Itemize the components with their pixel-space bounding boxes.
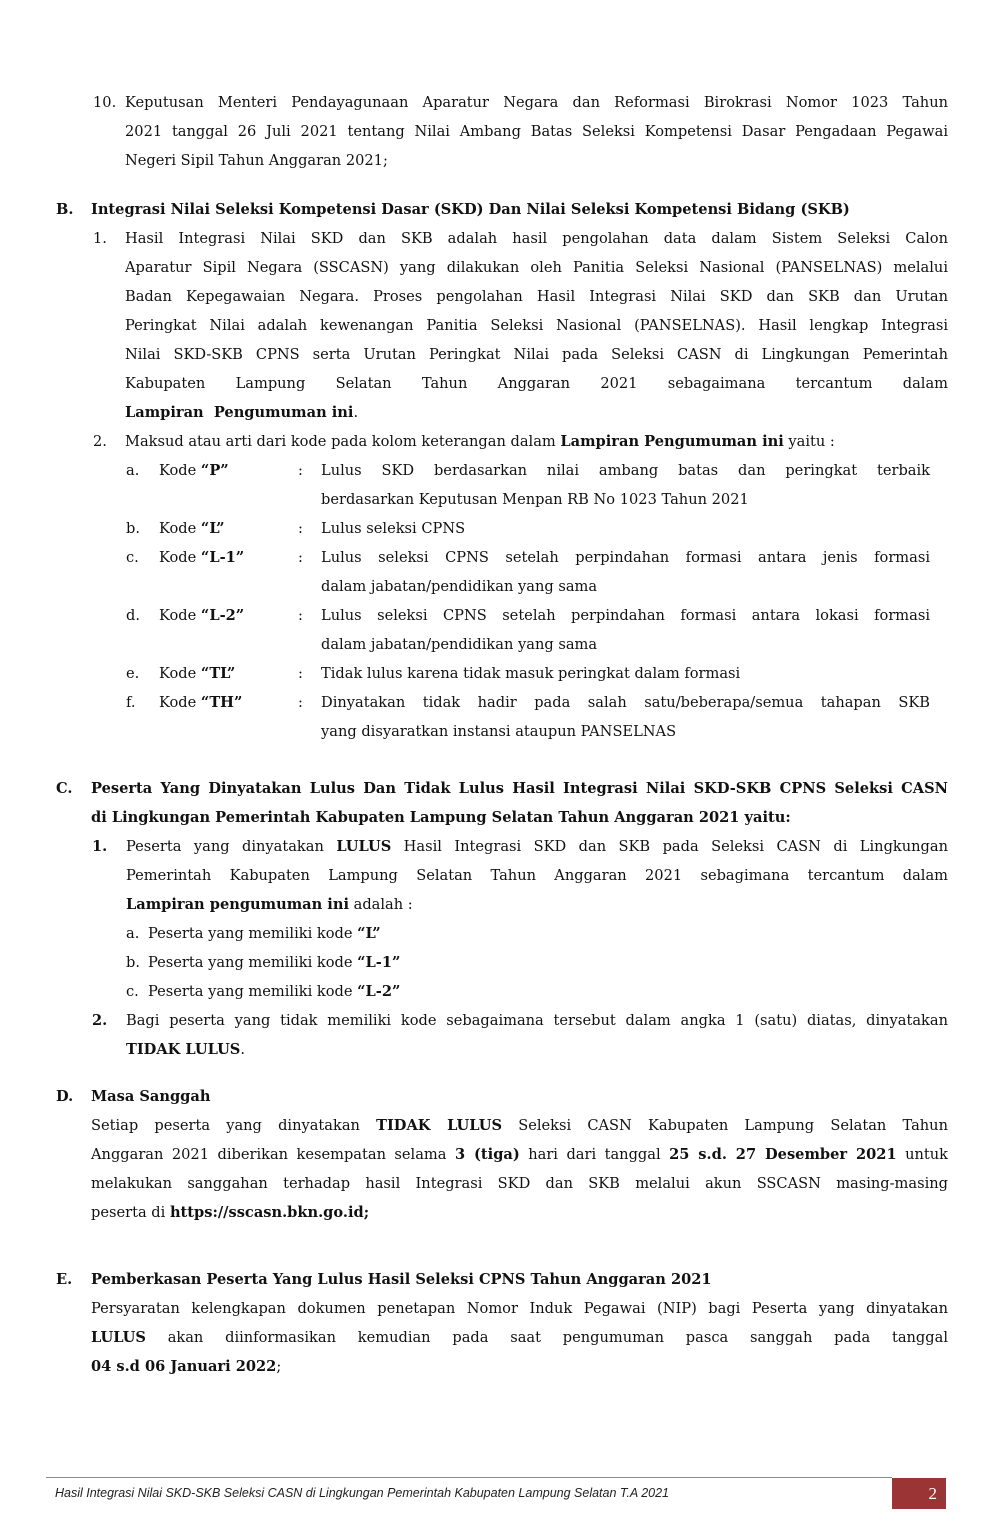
text: hari dari tanggal	[519, 1146, 670, 1163]
page-number: 2	[892, 1478, 946, 1509]
paragraph-line: melakukan sanggahan terhadap hasil Integrasi SKD dan SKB melalui akun SSCASN masing-masing	[91, 1175, 948, 1192]
code-label	[159, 456, 229, 485]
item-text-line: Hasil Integrasi Nilai SKD dan SKB adalah hasil pengolahan data dalam Sistem Seleksi Calon	[125, 230, 948, 247]
paragraph-line	[91, 1352, 281, 1381]
punctuation: .	[353, 404, 359, 421]
code-description: Lulus seleksi CPNS	[321, 520, 466, 537]
code-label	[159, 601, 244, 630]
item-text-line: Kabupaten Lampung Selatan Tahun Anggaran 2021 sebagaimana tercantum dalam	[125, 375, 948, 392]
section-letter: C.	[56, 780, 73, 797]
separator: :	[298, 665, 303, 682]
separator: :	[298, 549, 303, 566]
sub-item	[148, 948, 400, 977]
separator: :	[298, 520, 303, 537]
item-text-line	[126, 890, 413, 919]
code-letter: d.	[126, 607, 140, 624]
code-value: “L-2”	[200, 607, 245, 624]
item-text-line	[125, 398, 358, 427]
sub-item	[148, 919, 381, 948]
sub-letter: a.	[126, 925, 140, 942]
code-label	[159, 659, 235, 688]
text: yaitu :	[783, 433, 835, 450]
text: Hasil Integrasi SKD dan SKB pada Seleksi CASN di Lingkungan	[391, 838, 948, 855]
text: Kode	[159, 607, 201, 624]
paragraph-line	[91, 1323, 948, 1352]
text: Kode	[159, 665, 201, 682]
code-letter: f.	[126, 694, 136, 711]
sscasn-link[interactable]: https://sscasn.bkn.go.id;	[169, 1204, 370, 1221]
separator: :	[298, 462, 303, 479]
text: Kode	[159, 549, 201, 566]
text: Seleksi CASN Kabupaten Lampung Selatan Tahun	[502, 1117, 948, 1134]
item-number: 2.	[93, 433, 107, 450]
item-text-line: Aparatur Sipil Negara (SSCASN) yang dilakukan oleh Panitia Seleksi Nasional (PANSELNAS) melalui	[125, 259, 948, 276]
paragraph-line	[91, 1198, 369, 1227]
footer-text: Hasil Integrasi Nilai SKD-SKB Seleksi CASN di Lingkungan Pemerintah Kabupaten Lampung Selatan T.A 2021	[55, 1486, 670, 1500]
sub-letter: b.	[126, 954, 140, 971]
text: Peserta yang memiliki kode	[148, 983, 358, 1000]
punctuation: .	[240, 1041, 245, 1058]
section-title: di Lingkungan Pemerintah Kabupaten Lampung Selatan Tahun Anggaran 2021 yaitu:	[91, 809, 791, 826]
sub-letter: c.	[126, 983, 139, 1000]
text: Peserta yang memiliki kode	[148, 954, 358, 971]
code-description: dalam jabatan/pendidikan yang sama	[321, 578, 598, 595]
code-value: “L-1”	[200, 549, 245, 566]
bold-reference: Lampiran pengumuman ini	[126, 896, 349, 913]
text: untuk	[896, 1146, 948, 1163]
item-text-line	[125, 427, 835, 456]
sub-item	[148, 977, 400, 1006]
status-tidak-lulus: TIDAK LULUS	[376, 1117, 503, 1134]
paragraph-line	[91, 1140, 948, 1169]
text: Maksud atau arti dari kode pada kolom keterangan dalam	[125, 433, 561, 450]
code-value: “L”	[357, 925, 381, 942]
item-text-line: Badan Kepegawaian Negara. Proses pengolahan Hasil Integrasi Nilai SKD dan SKB dan Urutan	[125, 288, 948, 305]
separator: :	[298, 607, 303, 624]
text: peserta di	[91, 1204, 170, 1221]
text: Peserta yang memiliki kode	[148, 925, 358, 942]
code-letter: b.	[126, 520, 140, 537]
section-letter: E.	[56, 1271, 73, 1288]
item-number: 1.	[92, 838, 108, 855]
code-value: “L”	[200, 520, 225, 537]
code-value: “P”	[200, 462, 229, 479]
item-text-line: 2021 tanggal 26 Juli 2021 tentang Nilai Ambang Batas Seleksi Kompetensi Dasar Pengadaan Pegawai	[125, 123, 948, 140]
code-value: “L-2”	[357, 983, 401, 1000]
item-text-line	[126, 832, 948, 861]
code-description: Dinyatakan tidak hadir pada salah satu/beberapa/semua tahapan SKB	[321, 694, 930, 711]
item-text-line: Bagi peserta yang tidak memiliki kode sebagaimana tersebut dalam angka 1 (satu) diatas, dinyatakan	[126, 1012, 948, 1029]
section-letter: B.	[56, 201, 74, 218]
status-lulus: LULUS	[336, 838, 392, 855]
code-description: berdasarkan Keputusan Menpan RB No 1023 Tahun 2021	[321, 491, 749, 508]
item-text-line: Nilai SKD-SKB CPNS serta Urutan Peringkat Nilai pada Seleksi CASN di Lingkungan Pemerintah	[125, 346, 948, 363]
code-description: Tidak lulus karena tidak masuk peringkat dalam formasi	[321, 665, 741, 682]
code-letter: a.	[126, 462, 140, 479]
text: Anggaran 2021 diberikan kesempatan selama	[91, 1146, 455, 1163]
text: adalah :	[349, 896, 413, 913]
bold-reference: Lampiran Pengumuman ini	[125, 404, 354, 421]
paragraph-line	[91, 1111, 948, 1140]
section-letter: D.	[56, 1088, 74, 1105]
status-tidak-lulus: TIDAK LULUS	[126, 1041, 241, 1058]
text: Kode	[159, 520, 201, 537]
item-text-line: Negeri Sipil Tahun Anggaran 2021;	[125, 152, 388, 169]
code-value: “TL”	[200, 665, 236, 682]
section-title: Integrasi Nilai Seleksi Kompetensi Dasar (SKD) Dan Nilai Seleksi Kompetensi Bidang (SKB)	[91, 201, 850, 218]
item-number: 10.	[93, 94, 117, 111]
code-description: dalam jabatan/pendidikan yang sama	[321, 636, 598, 653]
item-number: 2.	[92, 1012, 108, 1029]
code-description: Lulus seleksi CPNS setelah perpindahan formasi antara lokasi formasi	[321, 607, 930, 624]
code-description: Lulus SKD berdasarkan nilai ambang batas dan peringkat terbaik	[321, 462, 930, 479]
text: Peserta yang dinyatakan	[126, 838, 337, 855]
punctuation: ;	[276, 1358, 282, 1375]
text: akan diinformasikan kemudian pada saat pengumuman pasca sanggah pada tanggal	[145, 1329, 948, 1346]
text: Setiap peserta yang dinyatakan	[91, 1117, 377, 1134]
date-range: 25 s.d. 27 Desember 2021	[669, 1146, 897, 1163]
text: Kode	[159, 694, 201, 711]
code-letter: c.	[126, 549, 139, 566]
text: Kode	[159, 462, 201, 479]
code-value: “L-1”	[357, 954, 401, 971]
code-letter: e.	[126, 665, 140, 682]
section-title: Peserta Yang Dinyatakan Lulus Dan Tidak Lulus Hasil Integrasi Nilai SKD-SKB CPNS Seleksi CASN	[91, 780, 948, 797]
item-text-line	[126, 1035, 245, 1064]
date-range: 04 s.d 06 Januari 2022	[91, 1358, 277, 1375]
item-number: 1.	[93, 230, 107, 247]
paragraph-line: Persyaratan kelengkapan dokumen penetapan Nomor Induk Pegawai (NIP) bagi Peserta yang dinyatakan	[91, 1300, 948, 1317]
bold-reference: Lampiran Pengumuman ini	[560, 433, 784, 450]
separator: :	[298, 694, 303, 711]
code-value: “TH”	[200, 694, 243, 711]
code-label	[159, 543, 244, 572]
duration: 3 (tiga)	[454, 1146, 520, 1163]
item-text-line: Peringkat Nilai adalah kewenangan Panitia Seleksi Nasional (PANSELNAS). Hasil lengkap Integrasi	[125, 317, 948, 334]
status-lulus: LULUS	[91, 1329, 146, 1346]
item-text-line: Pemerintah Kabupaten Lampung Selatan Tahun Anggaran 2021 sebagimana tercantum dalam	[126, 867, 948, 884]
section-title: Masa Sanggah	[91, 1088, 211, 1105]
code-label	[159, 688, 242, 717]
section-title: Pemberkasan Peserta Yang Lulus Hasil Seleksi CPNS Tahun Anggaran 2021	[91, 1271, 712, 1288]
item-text-line: Keputusan Menteri Pendayagunaan Aparatur Negara dan Reformasi Birokrasi Nomor 1023 Tahun	[125, 94, 948, 111]
footer-divider	[46, 1477, 892, 1478]
code-description: Lulus seleksi CPNS setelah perpindahan formasi antara jenis formasi	[321, 549, 930, 566]
code-label	[159, 514, 224, 543]
code-description: yang disyaratkan instansi ataupun PANSELNAS	[321, 723, 677, 740]
